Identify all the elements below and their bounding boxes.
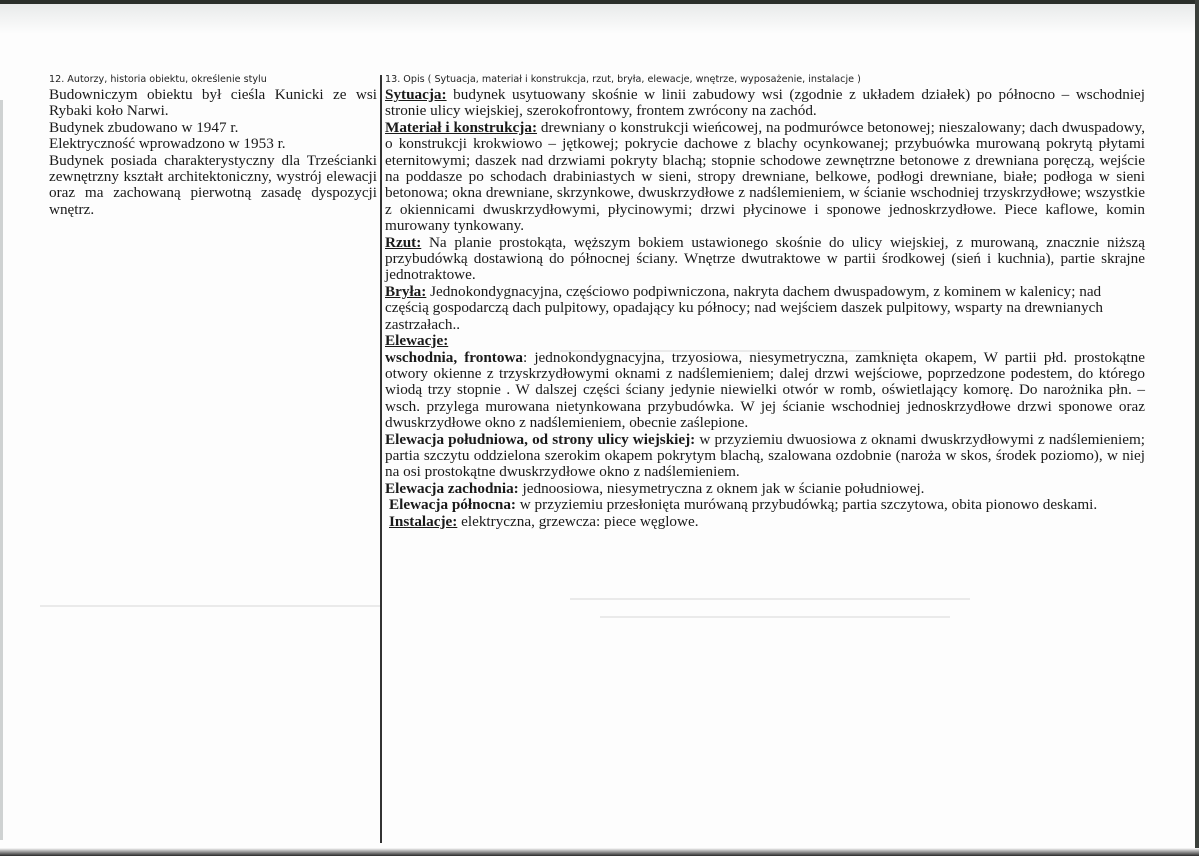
label-bryla: Bryła: bbox=[385, 282, 427, 300]
scan-edge-bottom bbox=[0, 848, 1199, 856]
label-elewacja-zachodnia: Elewacja zachodnia: bbox=[385, 479, 519, 497]
paragraph-instalacje bbox=[385, 514, 1145, 530]
bleed-through-mark bbox=[570, 598, 970, 600]
section-12-line: Elektryczność wprowadzono w 1953 r. bbox=[49, 135, 286, 153]
text-elewacja-zachodnia: jednoosiowa, niesymetryczna z oknem jak w ścianie południowej. bbox=[518, 479, 925, 497]
bleed-through-mark bbox=[40, 605, 380, 607]
section-12-line: Budynek posiada charakterystyczny dla Trześcianki zewnętrzny kształt architektoniczny, wystrój elewacji oraz ma zachowaną pierwotną zasadę dyspozycji wnętrz. bbox=[49, 151, 377, 218]
paragraph-sytuacja bbox=[385, 87, 1145, 120]
section-12 bbox=[49, 74, 377, 218]
text-instalacje: elektryczna, grzewcza: piece węglowe. bbox=[457, 512, 699, 530]
column-divider bbox=[380, 75, 382, 843]
scan-shadow bbox=[0, 4, 1199, 34]
text-elewacja-polnocna: w przyziemiu przesłonięta murówaną przybudówką; partia szczytowa, obita pionowo deskami. bbox=[515, 496, 1098, 514]
label-sytuacja: Sytuacja: bbox=[385, 86, 447, 103]
text-rzut: Na planie prostokąta, węższym bokiem ustawionego skośnie do ulicy wiejskiej, z murowaną, znacznie niższą przybudówką dostawioną do północnej ściany. Wnętrze dwutraktowe w partii środkowej (sień i kuchnia), partie skrajne jednotraktowe. bbox=[385, 233, 1145, 284]
paragraph-elewacja-polnocna bbox=[385, 497, 1145, 513]
section-13 bbox=[385, 74, 1145, 530]
section-13-header: 13. Opis ( Sytuacja, materiał i konstrukcja, rzut, bryła, elewacje, wnętrze, wyposażenie, instalacje ) bbox=[385, 74, 861, 85]
text-elewacja-poludniowa: w przyziemiu dwuosiowa z oknami dwuskrzydłowymi z nadślemieniem; partia szczytu oddzielona szerokim okapem pokrytym blachą, szalowana ozdobnie (naroża w skos, środek poziomo), w niej na osi prostokątne dwuskrzydłowe okno z nadślemieniem. bbox=[385, 430, 1145, 481]
text-sytuacja: budynek usytuowany skośnie w linii zabudowy wsi (zgodnie z układem działek) po północno – wschodniej stronie ulicy wiejskiej, szerokofrontowy, frontem zwrócony na zachód. bbox=[385, 86, 1145, 120]
section-12-header: 12. Autorzy, historia obiektu, określenie stylu bbox=[49, 74, 267, 85]
text-material: drewniany o konstrukcji wieńcowej, na podmurówce betonowej; nieszalowany; dach dwuspadowy, o konstrukcji krokwiowo – jętkowej; pokrycie dachowe z blachy ocynkowanej; przybuówka murowaną pokrytą płytami eternitowymi; daszek nad drzwiami pokryty blachą; stopnie schodowe zewnętrzne betonowe z drewniana poręczą, wejście na poddasze po schodach drabiniastych w sieni, stropy drewniane, belkowe, podłogi drewniane, białe; podłoga w sieni betonowa; okna drewniane, skrzynkowe, dwuskrzydłowe z nadślemieniem, w ścianie wschodniej trzyskrzydłowe; wszystkie z okiennicami dwuskrzydłowymi, płycinowymi; drzwi płycinowe i sponowe jednoskrzydłowe. Piece kaflowe, komin murowany tynkowany. bbox=[385, 118, 1145, 235]
scan-edge-right bbox=[1195, 0, 1199, 856]
heading-elewacje bbox=[385, 333, 1145, 349]
paragraph-bryla bbox=[385, 284, 1145, 333]
label-elewacje: Elewacje: bbox=[385, 332, 449, 350]
text-bryla: Jednokondygnacyjna, częściowo podpiwniczona, nakryta dachem dwuspadowym, z kominem w kalenicy; nad częścią gospodarczą dach pulpitowy, opadający ku północy; nad wejściem daszek pulpitowy, wsparty na drewnianych zastrzałach.. bbox=[385, 282, 1103, 333]
section-12-line: Budowniczym obiektu był cieśla Kunicki ze wsi Rybaki koło Narwi. bbox=[49, 86, 377, 120]
section-12-line: Budynek zbudowano w 1947 r. bbox=[49, 118, 239, 136]
label-elewacja-polnocna: Elewacja północna: bbox=[389, 496, 516, 514]
label-instalacje: Instalacje: bbox=[389, 512, 458, 530]
paragraph-rzut bbox=[385, 235, 1145, 284]
paragraph-elewacja-zachodnia bbox=[385, 481, 1145, 497]
label-rzut: Rzut: bbox=[385, 233, 422, 251]
label-material: Materiał i konstrukcja: bbox=[385, 118, 538, 136]
label-elewacja-wschodnia: wschodnia, frontowa bbox=[385, 348, 524, 366]
paragraph-elewacja-poludniowa bbox=[385, 432, 1145, 481]
text-elewacja-wschodnia: : jednokondygnacyjna, trzyosiowa, niesymetryczna, zamknięta okapem, W partii płd. prostokątne otwory okienne z trzyskrzydłowymi oknami z nadślemieniem; dalej drzwi wejściowe, poprzedzone podestem, do którego wiodą trzy stopnie . W dalszej części ściany jedynie niewielki otwór w romb, oświetlający komorę. Do narożnika płn. – wsch. przylega murowana nietynkowana przybudówka. W jej ścianie wschodniej jednoskrzydłowe drzwi sponowe oraz dwuskrzydłowe okno z nadślemieniem, obecnie zaślepione. bbox=[385, 348, 1145, 432]
label-elewacja-poludniowa: Elewacja południowa, od strony ulicy wiejskiej: bbox=[385, 430, 696, 448]
paragraph-elewacja-wschodnia bbox=[385, 350, 1145, 432]
scan-edge-left bbox=[0, 100, 3, 840]
paragraph-material bbox=[385, 120, 1145, 235]
bleed-through-mark bbox=[600, 616, 950, 618]
